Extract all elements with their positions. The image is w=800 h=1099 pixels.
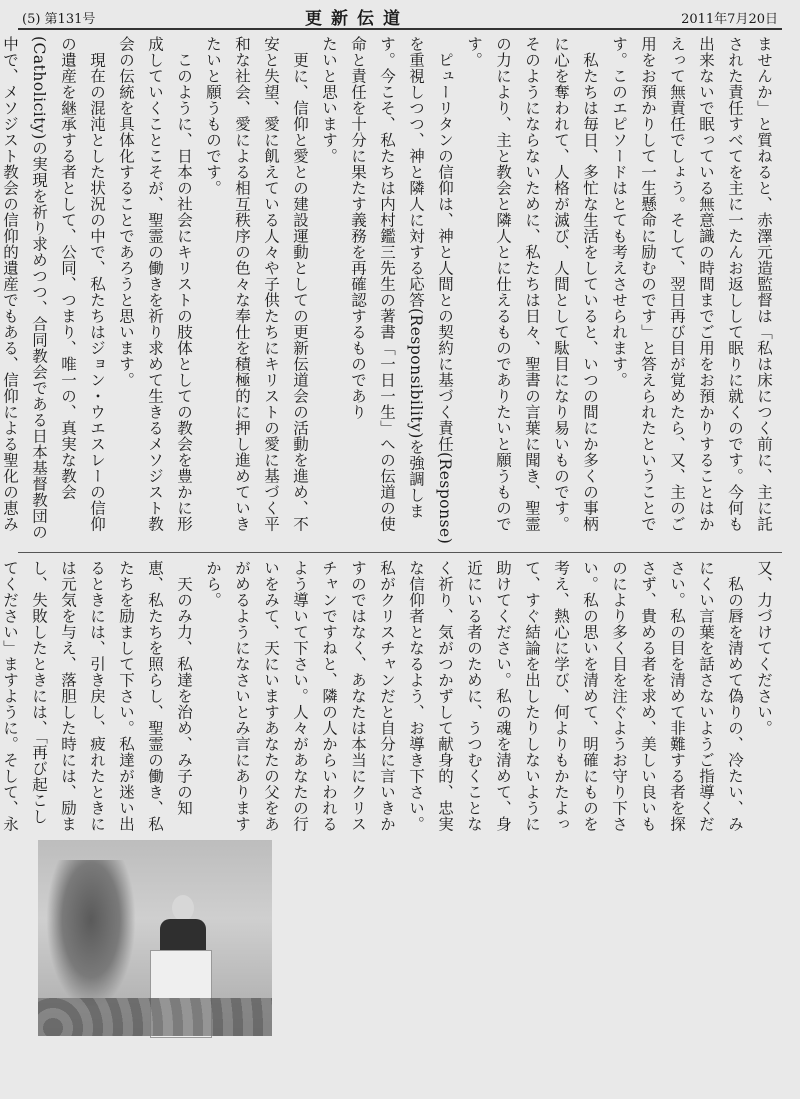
paragraph: たいと思います。 [320,36,338,164]
paragraph: 私の唇を清めて偽りの、冷たい、みにくい言葉を話さないようご指導ください。私の目を清めて非難する者を探さず、貴める者を求め、美しい良いものにより多く目を注ぐようお守り下さい。私の思いを清めて、明確にものを考え、熱心に学び、何よりもかたよって、すぐ結論を出したりしないように助けてください。私の魂を清めて、身近にいる者のために、うつむくことなく祈り、気がつかずして献身的、忠実な信仰者となるよう、お導き下さい。私がクリスチャンだと自分に言いきかすのではなく、あなたは本当にクリスチャンですねと、隣の人からいわれるよう導いて下さい。人々があなたの行いをみて、天にいますあなたの父をあがめるようになさいとみ言にありますから。 [204,560,744,832]
publication-title: 更新伝道 [305,9,409,29]
section-divider [18,552,782,553]
paragraph: 私たちは毎日、多忙な生活をしていると、いつの間にか多くの事柄に心を奪われて、人格が滅び、人間として駄目になり易いものです。そのようにならないために、私たちは日々、聖書の言葉に聞き、聖霊の力により、主と教会と隣人とに仕えるものでありたいと願うものです。 [465,36,599,532]
paragraph: ませんか」と質ねると、赤澤元造監督は「私は床につく前に、主に託された責任すべてを主に一たんお返しして眠りに就くのです。今何も出来ないで眠っている無意識の時間までご用をお預かりすることはかえって無責任でしょう。そして、翌日再び目が覚めたら、又、主のご用をお預かりして一生懸命に励むのです」と答えられたということです。このエピソードはとても考えさせられます。 [610,36,773,532]
speaker-head [172,895,194,921]
paragraph: 天のみ力、私達を治め、み子の知恵、私たちを照らし、聖霊の働き、私たちを励まして下さい。私達が迷い出るときには、引き戻し、疲れたときには元気を与え、落胆した時には、励まし、失敗したときには、「再び起こしてください」ますように。そして、永 [1,560,193,832]
article-bottom [1,560,778,835]
page-header [0,0,800,36]
article-top [1,36,778,546]
speaker-photo [38,840,272,1036]
audience [38,998,272,1036]
article-bottom-continued [290,840,778,1085]
page-number: (5) 第131号 [22,12,96,27]
paragraph: このように、日本の社会にキリストの肢体としての教会を豊かに形成していくことこそが、聖霊の働きを祈り求めて生きるメソジスト教会の伝統を具体化することであろうと思います。 [117,36,193,532]
paragraph: 又、力づけてください。 [755,560,773,736]
paragraph: 現在の混沌とした状況の中で、私たちはジョン・ウエスレーの信仰の遺産を継承する者として、公同、つまり、唯一の、真実な教会(Catholicity)の実現を祈り求めつつ、合同教会である日本基督教団の中で、メソジスト教会の信仰的遺産でもある、信仰による聖化の恵み [1,36,106,540]
issue-date: 2011年7月20日 [681,12,778,27]
plant-shape [46,860,136,1010]
paragraph: 更に、信仰と愛との建設運動としての更新伝道会の活動を進め、不安と失望、愛に飢えている人々や子供たちにキリストの愛に基づく平和な社会、愛による相互秩序の色々な奉仕を積極的に押し進めていきたいと願うものです。 [204,36,309,532]
header-rule [18,28,782,30]
paragraph: ピューリタンの信仰は、神と人間との契約に基づく責任(Response)を重視しつつ、神と隣人に対する応答(Responsibility)を強調します。今こそ、私たちは内村鑑三先生の著書「一日一生」への伝道の使命と責任を十分に果たす義務を再確認するものであり [349,36,454,544]
